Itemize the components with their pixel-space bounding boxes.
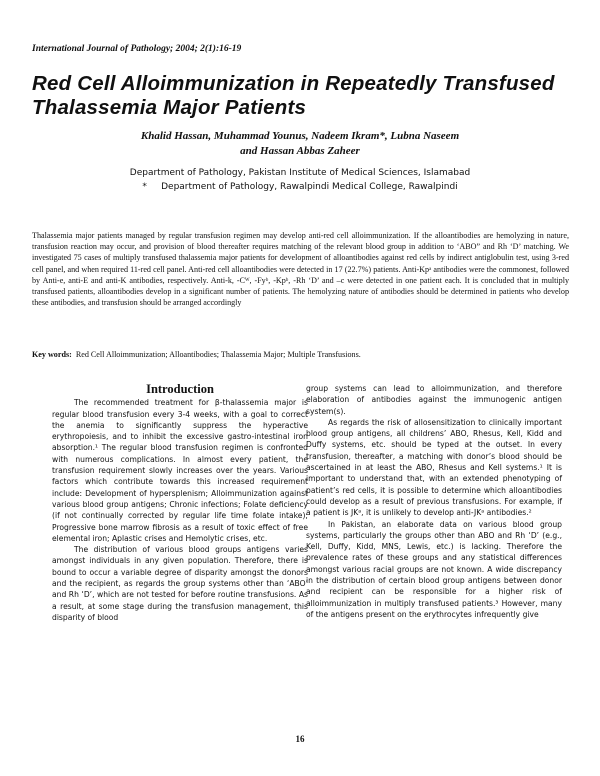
authors-line-2: and Hassan Abbas Zaheer	[240, 145, 360, 157]
abstract: Thalassemia major patients managed by regular transfusion regimen may develop anti-red cell alloimmunization. If the alloantibodies are hemolyzing in nature, transfusion reaction may occur, and provision of blood thereafter requires matching of the relevant blood group in addition to ‘ABO” and Rh ‘D’ matching. We investigated 75 cases of multiply transfused thalassemia major patients for development of alloantibodies against red cells by indirect antiglobulin test, using 3-red cell panel, and when required 11-red cell panel. Anti-red cell alloantibodies were detected in 17 (22.7%) patients. Anti-Kpᵃ antibodies were the commonest, followed by Anti-e, anti-E and anti-K antibodies, respectively. Anti-k, -Cᵂ, -Fyᵇ, -Kpᵇ, -Rh ‘D’ and –c were detected in one patient each. It is concluded that in multiply transfused patients, alloantibodies develop in a significant number of patients. The hemolyzing nature of antibodies should be determined in patients who develop these antibodies, and transfusion should be arranged accordingly	[32, 231, 569, 308]
paragraph: The distribution of various blood groups antigens varies amongst individuals in any given population. Therefore, there is bound to occur a variable degree of disparity amongst the donors and the recipient, as regards the group systems other than ‘ABO’ and Rh ‘D’, which are not tested for before routine transfusions. As a result, at some stage during the transfusion management, this disparity of blood	[52, 545, 308, 622]
journal-citation: International Journal of Pathology; 2004; 2(1):16-19	[32, 44, 242, 54]
authors-line-1: Khalid Hassan, Muhammad Younus, Nadeem Ikram*, Lubna Naseem	[140, 130, 460, 142]
keywords-text: Red Cell Alloimmunization; Alloantibodies; Thalassemia Major; Multiple Transfusions.	[75, 350, 361, 359]
keywords-label: Key words:	[32, 350, 72, 359]
affiliation-1: Department of Pathology, Pakistan Institute of Medical Sciences, Islamabad	[129, 168, 471, 178]
left-column	[52, 384, 308, 623]
keywords	[32, 350, 572, 359]
paragraph: group systems can lead to alloimmunization, and therefore elaboration of antibodies against the immunogenic antigen system(s).	[306, 384, 562, 416]
paragraph: In Pakistan, an elaborate data on various blood group systems, particularly the groups other than ABO and Rh ‘D’ (e.g., Kell, Duffy, Kidd, MNS, Lewis, etc.) is lacking. Therefore the prevalence rates of these groups and any statistical differences amongst various racial groups are not known. A wide discrepancy in the distribution of certain blood group antigens between donor and recipient can be responsible for a higher risk of alloimmunization in multiply transfused patients.³ However, many of the antigens present on the erythrocytes infrequently give	[306, 519, 562, 619]
paragraph: As regards the risk of allosensitization to clinically important blood group antigens, all childrens’ ABO, Rhesus, Kell, Kidd and Duffy systems, etc. should be typed at the outset. In every transfusion, thereafter, a matching with donor’s blood should be ascertained in at least the ABO, Rhesus and Kell systems.¹ It is important to understand that, with an extended phenotyping of patient’s red cells, it is possible to determine which alloantibodies could develop as a result of previous transfusions. For example, if a patient is JKᵃ, it is unlikely to develop anti-JKᵃ antibodies.²	[306, 417, 562, 518]
affiliation-2: * Department of Pathology, Rawalpindi Medical College, Rawalpindi	[142, 182, 458, 192]
introduction-heading: Introduction	[146, 382, 214, 396]
article-title: Red Cell Alloimmunization in Repeatedly Transfused Thalassemia Major Patients	[32, 72, 555, 119]
page-number: 16	[295, 734, 305, 744]
paragraph: The recommended treatment for β-thalassemia major is regular blood transfusion every 3-4 weeks, with a goal to correct the anemia to significantly suppress the hyperactive erythropoiesis, and to inhibit the excessive gastro-intestinal iron absorption.¹ The regular blood transfusion regimen is confronted with numerous complications. In almost every patient, the transfusion requirement slowly increases over the years. Various factors which contribute towards this increased requirement include: Development of hypersplenism; Alloimmunization against various blood group antigens; Chronic infections; Folate deficiency (if not continually corrected by regular life time folate intake); Progressive bone marrow fibrosis as a result of toxic effect of free elemental iron; Aplastic crises and Hemolytic crises, etc.	[52, 398, 308, 543]
right-column	[306, 383, 562, 620]
